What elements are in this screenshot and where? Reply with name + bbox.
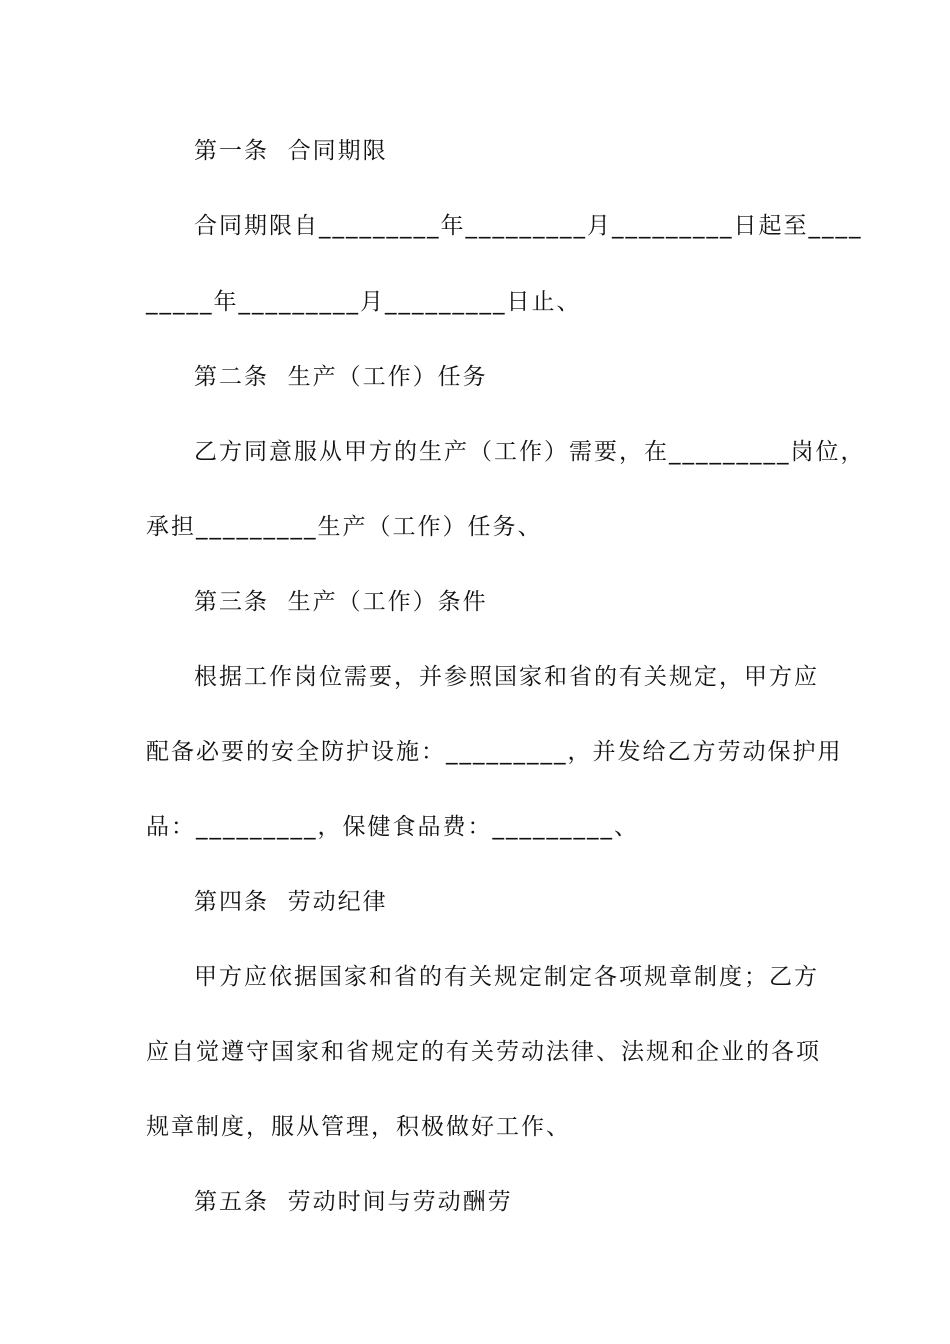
article-2-text-line-2: 承担_________生产（工作）任务、 (146, 514, 543, 540)
article-5-heading: 第五条 劳动时间与劳动酬劳 (194, 1189, 513, 1215)
article-4-text-line-1: 甲方应依据国家和省的有关规定制定各项规章制度；乙方 (194, 964, 819, 990)
article-3-text-line-1: 根据工作岗位需要，并参照国家和省的有关规定，甲方应 (194, 664, 819, 690)
article-2-heading: 第二条 生产（工作）任务 (194, 364, 488, 390)
article-3-heading: 第三条 生产（工作）条件 (194, 589, 488, 615)
article-1-heading: 第一条 合同期限 (194, 138, 388, 164)
article-1-text-line-1: 合同期限自_________年_________月_________日起至____ (194, 213, 863, 239)
article-3-text-line-2: 配备必要的安全防护设施：_________，并发给乙方劳动保护用 (146, 739, 843, 765)
article-2-text-line-1: 乙方同意服从甲方的生产（工作）需要，在_________岗位， (194, 439, 866, 465)
article-4-text-line-2: 应自觉遵守国家和省规定的有关劳动法律、法规和企业的各项 (146, 1039, 821, 1065)
article-1-text-line-2: _____年_________月_________日止、 (146, 289, 582, 315)
article-4-heading: 第四条 劳动纪律 (194, 889, 388, 915)
article-4-text-line-3: 规章制度，服从管理，积极做好工作、 (146, 1114, 571, 1140)
article-3-text-line-3: 品：_________，保健食品费：_________、 (146, 814, 639, 840)
